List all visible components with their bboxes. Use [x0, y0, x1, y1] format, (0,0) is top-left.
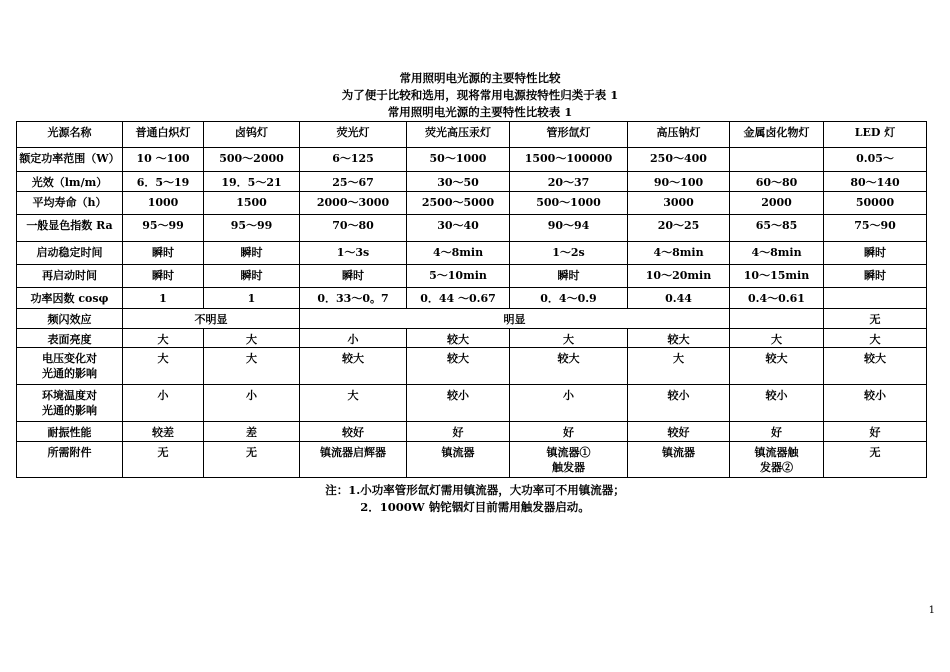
- table-cell: 25～67: [300, 172, 407, 192]
- document-title: 常用照明电光源的主要特性比较: [399, 71, 561, 85]
- table-cell: 大: [824, 329, 927, 348]
- table-cell: [730, 309, 824, 329]
- table-cell: 较好: [628, 422, 730, 442]
- header-cell: 光源名称: [17, 122, 123, 148]
- header-cell: 管形氙灯: [510, 122, 628, 148]
- table-cell: 小: [123, 385, 204, 422]
- header-cell: 高压钠灯: [628, 122, 730, 148]
- table-cell: 瞬时: [123, 242, 204, 265]
- table-cell: 好: [510, 422, 628, 442]
- table-row-surface-brightness: [17, 329, 927, 348]
- table-cell: 明显: [300, 309, 730, 329]
- table-row-power-factor: [17, 288, 927, 309]
- table-cell: 较小: [824, 385, 927, 422]
- table-cell: 1500～100000: [510, 148, 628, 172]
- table-cell: 70～80: [300, 215, 407, 242]
- table-cell: 差: [204, 422, 300, 442]
- table-cell: 20～37: [510, 172, 628, 192]
- cell-line: 发器②: [760, 461, 793, 474]
- table-cell: 较大: [628, 329, 730, 348]
- row-label-line: 环境温度对: [42, 389, 97, 402]
- table-cell: 大: [123, 348, 204, 385]
- table-cell: 大: [204, 348, 300, 385]
- table-cell: 6．5～19: [123, 172, 204, 192]
- table-cell: 5～10min: [407, 265, 510, 288]
- row-label: 一般显色指数 Ra: [17, 215, 123, 242]
- table-row-rated-power: [17, 148, 927, 172]
- table-row-start-time: [17, 242, 927, 265]
- row-label: 光效（lm/m）: [17, 172, 123, 192]
- table-cell: 90～94: [510, 215, 628, 242]
- table-cell: 瞬时: [824, 265, 927, 288]
- table-cell: 10～15min: [730, 265, 824, 288]
- table-cell: 20～25: [628, 215, 730, 242]
- table-cell: 较大: [300, 348, 407, 385]
- table-cell: 1500: [204, 192, 300, 215]
- table-cell: 1: [123, 288, 204, 309]
- table-cell: 较大: [730, 348, 824, 385]
- table-row-flicker: [17, 309, 927, 329]
- table-cell: 小: [300, 329, 407, 348]
- table-cell: 80～140: [824, 172, 927, 192]
- table-cell: 19．5～21: [204, 172, 300, 192]
- table-cell: 较大: [407, 348, 510, 385]
- table-header-row: [17, 122, 927, 148]
- row-label: 频闪效应: [17, 309, 123, 329]
- table-cell: 较大: [510, 348, 628, 385]
- header-cell: 金属卤化物灯: [730, 122, 824, 148]
- note-line-2: 2．1000W 钠铊铟灯目前需用触发器启动。: [360, 500, 590, 514]
- table-cell: 500～1000: [510, 192, 628, 215]
- table-cell: 4～8min: [407, 242, 510, 265]
- table-cell: 500～2000: [204, 148, 300, 172]
- table-cell: 65～85: [730, 215, 824, 242]
- table-cell: 60～80: [730, 172, 824, 192]
- table-cell: [510, 442, 628, 478]
- table-cell: 0．44 ～0.67: [407, 288, 510, 309]
- table-cell: 瞬时: [204, 242, 300, 265]
- table-cell: 较好: [300, 422, 407, 442]
- table-cell: 较大: [824, 348, 927, 385]
- table-cell: 小: [510, 385, 628, 422]
- row-label: 启动稳定时间: [17, 242, 123, 265]
- table-caption: 常用照明电光源的主要特性比较表 1: [387, 105, 573, 119]
- table-cell: 30～50: [407, 172, 510, 192]
- table-cell: 0.44: [628, 288, 730, 309]
- table-cell: 不明显: [123, 309, 300, 329]
- table-cell: 大: [123, 329, 204, 348]
- table-cell: 50～1000: [407, 148, 510, 172]
- table-cell: 大: [628, 348, 730, 385]
- table-row-accessories: [17, 442, 927, 478]
- table-cell: [730, 148, 824, 172]
- table-cell: 无: [123, 442, 204, 478]
- table-cell: 2000: [730, 192, 824, 215]
- table-cell: 1～3s: [300, 242, 407, 265]
- table-cell: 4～8min: [730, 242, 824, 265]
- cell-line: 镇流器触: [754, 446, 799, 459]
- table-cell: 较小: [730, 385, 824, 422]
- row-label: 功率因数 cosφ: [17, 288, 123, 309]
- table-cell: 0．33～0。7: [300, 288, 407, 309]
- cell-line: 触发器: [552, 461, 585, 474]
- table-cell: 0.4～0.61: [730, 288, 824, 309]
- light-source-comparison-table: [16, 121, 927, 478]
- table-row-average-life: [17, 192, 927, 215]
- table-cell: 较大: [407, 329, 510, 348]
- table-row-luminous-efficacy: [17, 172, 927, 192]
- table-cell: 3000: [628, 192, 730, 215]
- table-row-temperature-effect: [17, 385, 927, 422]
- row-label: 耐振性能: [17, 422, 123, 442]
- header-cell: LED 灯: [824, 122, 927, 148]
- table-cell: 大: [300, 385, 407, 422]
- note-line-1: 注：1.小功率管形氙灯需用镇流器，大功率可不用镇流器；: [325, 483, 625, 497]
- table-cell: 好: [730, 422, 824, 442]
- table-cell: 95～99: [204, 215, 300, 242]
- table-cell: 小: [204, 385, 300, 422]
- table-row-restart-time: [17, 265, 927, 288]
- table-cell: 大: [730, 329, 824, 348]
- intro-sentence: 为了便于比较和选用，现将常用电源按特性归类于表 1: [341, 88, 619, 102]
- table-cell: 镇流器启辉器: [300, 442, 407, 478]
- table-cell: 0.05～: [824, 148, 927, 172]
- table-cell: 镇流器: [407, 442, 510, 478]
- row-label: [17, 348, 123, 385]
- table-cell: 10～20min: [628, 265, 730, 288]
- table-cell: 无: [824, 309, 927, 329]
- table-cell: 镇流器: [628, 442, 730, 478]
- row-label: 额定功率范围（W）: [17, 148, 123, 172]
- table-cell: 无: [824, 442, 927, 478]
- table-cell: 好: [824, 422, 927, 442]
- table-cell: 较小: [407, 385, 510, 422]
- table-cell: 250～400: [628, 148, 730, 172]
- table-cell: 2000～3000: [300, 192, 407, 215]
- table-cell: 较小: [628, 385, 730, 422]
- row-label-line: 光通的影响: [42, 367, 97, 380]
- table-cell: 瞬时: [204, 265, 300, 288]
- row-label: 所需附件: [17, 442, 123, 478]
- row-label: 再启动时间: [17, 265, 123, 288]
- table-cell: 瞬时: [123, 265, 204, 288]
- header-cell: 荧光灯: [300, 122, 407, 148]
- header-cell: 荧光高压汞灯: [407, 122, 510, 148]
- table-cell: 75～90: [824, 215, 927, 242]
- table-cell: 瞬时: [510, 265, 628, 288]
- table-cell: 瞬时: [824, 242, 927, 265]
- table-cell: 大: [510, 329, 628, 348]
- table-cell: 1～2s: [510, 242, 628, 265]
- table-cell: 95～99: [123, 215, 204, 242]
- row-label: 平均寿命（h）: [17, 192, 123, 215]
- table-cell: 瞬时: [300, 265, 407, 288]
- header-cell: 卤钨灯: [204, 122, 300, 148]
- table-row-voltage-effect: [17, 348, 927, 385]
- table-cell: 无: [204, 442, 300, 478]
- page-number: 1: [928, 605, 935, 616]
- row-label: 表面亮度: [17, 329, 123, 348]
- table-cell: 2500～5000: [407, 192, 510, 215]
- table-cell: 1000: [123, 192, 204, 215]
- header-cell: 普通白炽灯: [123, 122, 204, 148]
- row-label-line: 电压变化对: [42, 352, 97, 365]
- table-cell: 10 ～100: [123, 148, 204, 172]
- row-label-line: 光通的影响: [42, 404, 97, 417]
- table-cell: 30～40: [407, 215, 510, 242]
- table-cell: [730, 442, 824, 478]
- table-cell: 6～125: [300, 148, 407, 172]
- table-cell: 较差: [123, 422, 204, 442]
- table-cell: 好: [407, 422, 510, 442]
- table-notes: [0, 482, 950, 516]
- table-row-vibration: [17, 422, 927, 442]
- title-block: [0, 70, 950, 121]
- table-cell: 大: [204, 329, 300, 348]
- table-cell: 0．4～0.9: [510, 288, 628, 309]
- table-cell: 90～100: [628, 172, 730, 192]
- table-cell: 50000: [824, 192, 927, 215]
- table-cell: 1: [204, 288, 300, 309]
- table-cell: 4～8min: [628, 242, 730, 265]
- table-cell: [824, 288, 927, 309]
- row-label: [17, 385, 123, 422]
- table-row-color-rendering: [17, 215, 927, 242]
- cell-line: 镇流器①: [546, 446, 591, 459]
